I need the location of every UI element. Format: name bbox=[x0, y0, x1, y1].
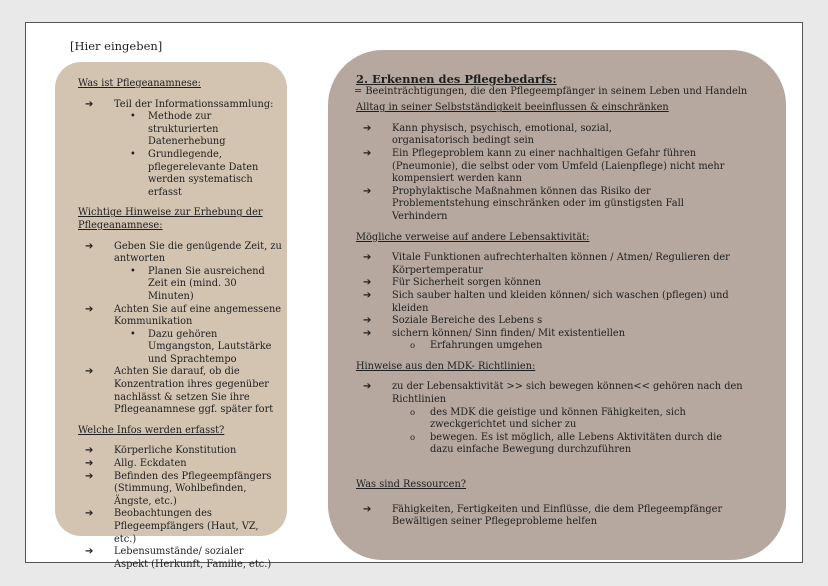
list-item: ➔ Kann physisch, psychisch, emotional, sozial, organisatorisch bedingt sein bbox=[363, 122, 612, 147]
right-intro: = Beeinträchtigungen, die den Pflegeempfänger in seinem Leben und Handeln bbox=[354, 85, 748, 97]
arrow-icon: ➔ bbox=[85, 366, 94, 378]
list-item: ➔ Soziale Bereiche des Lebens s bbox=[363, 315, 543, 327]
document-page bbox=[25, 22, 803, 570]
arrow-icon: ➔ bbox=[85, 458, 94, 470]
right-heading-alltag: Alltag in seiner Selbstständigkeit beeinflussen & einschränken bbox=[356, 102, 669, 114]
list-item: • Grundlegende, pflegerelevante Daten werden systematisch erfasst bbox=[130, 148, 259, 198]
arrow-icon: ➔ bbox=[85, 508, 94, 520]
arrow-icon: ➔ bbox=[85, 303, 94, 315]
arrow-icon: ➔ bbox=[363, 252, 372, 264]
arrow-icon: ➔ bbox=[363, 503, 372, 515]
left-heading-what-is: Was ist Pflegeanamnese: bbox=[78, 78, 201, 89]
list-item: ➔ sichern können/ Sinn finden/ Mit existentiellen bbox=[363, 327, 626, 339]
right-panel bbox=[328, 50, 786, 560]
right-heading-mdk: Hinweise aus den MDK- Richtlinien: bbox=[356, 360, 536, 372]
arrow-icon: ➔ bbox=[363, 277, 372, 289]
list-item: ➔ Geben Sie die genügende Zeit, zu antworten bbox=[85, 240, 282, 265]
list-item: ➔ Befinden des Pflegeempfängers (Stimmung, Wohlbefinden, Ängste, etc.) bbox=[85, 470, 272, 507]
list-item: ➔ Sich sauber halten und kleiden können/ sich waschen (pflegen) und kleiden bbox=[363, 289, 729, 314]
list-item: ➔ Allg. Eckdaten bbox=[85, 458, 187, 470]
arrow-icon: ➔ bbox=[85, 546, 94, 558]
left-panel bbox=[55, 62, 287, 570]
arrow-icon: ➔ bbox=[363, 147, 372, 159]
arrow-icon: ➔ bbox=[363, 381, 372, 393]
arrow-icon: ➔ bbox=[363, 122, 372, 134]
page-header: [Hier eingeben] bbox=[70, 39, 163, 53]
list-item: ➔ Achten Sie darauf, ob die Konzentration ihres gegenüber nachlässt & setzen Sie ihre Pflegeanamnese ggf. später fort bbox=[85, 366, 274, 416]
list-item: ➔ Achten Sie auf eine angemessene Kommunikation bbox=[85, 303, 282, 328]
list-item: o Erfahrungen umgehen bbox=[410, 340, 543, 352]
arrow-icon: ➔ bbox=[363, 289, 372, 301]
arrow-icon: ➔ bbox=[363, 185, 372, 197]
arrow-icon: ➔ bbox=[85, 470, 94, 482]
list-item: ➔ Fähigkeiten, Fertigkeiten und Einflüsse, die dem Pflegeempfänger Bewältigen seiner Pflegeprobleme helfen bbox=[363, 503, 723, 528]
list-item: o des MDK die geistige und können Fähigkeiten, sich zweckgerichtet und sicher zu bbox=[410, 406, 686, 431]
left-heading-hints: Wichtige Hinweise zur Erhebung der Pflegeanamnese: bbox=[78, 207, 263, 231]
list-item: ➔ Für Sicherheit sorgen können bbox=[363, 277, 541, 289]
list-item: ➔ Beobachtungen des Pflegeempfängers (Haut, VZ, etc.) bbox=[85, 508, 259, 545]
list-item: ➔ Prophylaktische Maßnahmen können das Risiko der Problementstehung einschränken oder im günstigsten Fall Verhindern bbox=[363, 185, 684, 222]
list-item: • Methode zur strukturierten Datenerhebung bbox=[130, 111, 226, 148]
right-heading-ressourcen: Was sind Ressourcen? bbox=[356, 479, 467, 491]
list-item: ➔ zu der Lebensaktivität >> sich bewegen können<< gehören nach den Richtlinien bbox=[363, 381, 743, 406]
left-heading-infos: Welche Infos werden erfasst? bbox=[78, 424, 225, 436]
right-title: 2. Erkennen des Pflegebedarfs: bbox=[356, 72, 557, 86]
arrow-icon: ➔ bbox=[85, 240, 94, 252]
list-item: o bewegen. Es ist möglich, alle Lebens Aktivitäten durch die dazu einfache Bewegung durchzuführen bbox=[410, 431, 723, 456]
list-item: • Planen Sie ausreichend Zeit ein (mind. 30 Minuten) bbox=[130, 265, 265, 302]
list-item: ➔ Lebensumstände/ sozialer Aspekt (Herkunft, Familie, etc.) bbox=[85, 546, 272, 570]
right-heading-verweise: Mögliche verweise auf andere Lebensaktivität: bbox=[356, 231, 590, 243]
list-item: • Dazu gehören Umgangston, Lautstärke und Sprachtempo bbox=[130, 328, 272, 365]
list-item: ➔ Teil der Informationssammlung: bbox=[85, 98, 274, 110]
list-item: ➔ Ein Pflegeproblem kann zu einer nachhaltigen Gefahr führen (Pneumonie), die selbst oder vom Umfeld (Laienpflege) nicht mehr kompensiert werden kann bbox=[363, 147, 725, 185]
arrow-icon: ➔ bbox=[85, 98, 94, 110]
arrow-icon: ➔ bbox=[363, 327, 372, 339]
list-item: ➔ Vitale Funktionen aufrechterhalten können / Atmen/ Regulieren der Körpertemperatur bbox=[363, 252, 730, 276]
arrow-icon: ➔ bbox=[363, 315, 372, 327]
list-item: ➔ Körperliche Konstitution bbox=[85, 445, 237, 457]
arrow-icon: ➔ bbox=[85, 445, 94, 457]
